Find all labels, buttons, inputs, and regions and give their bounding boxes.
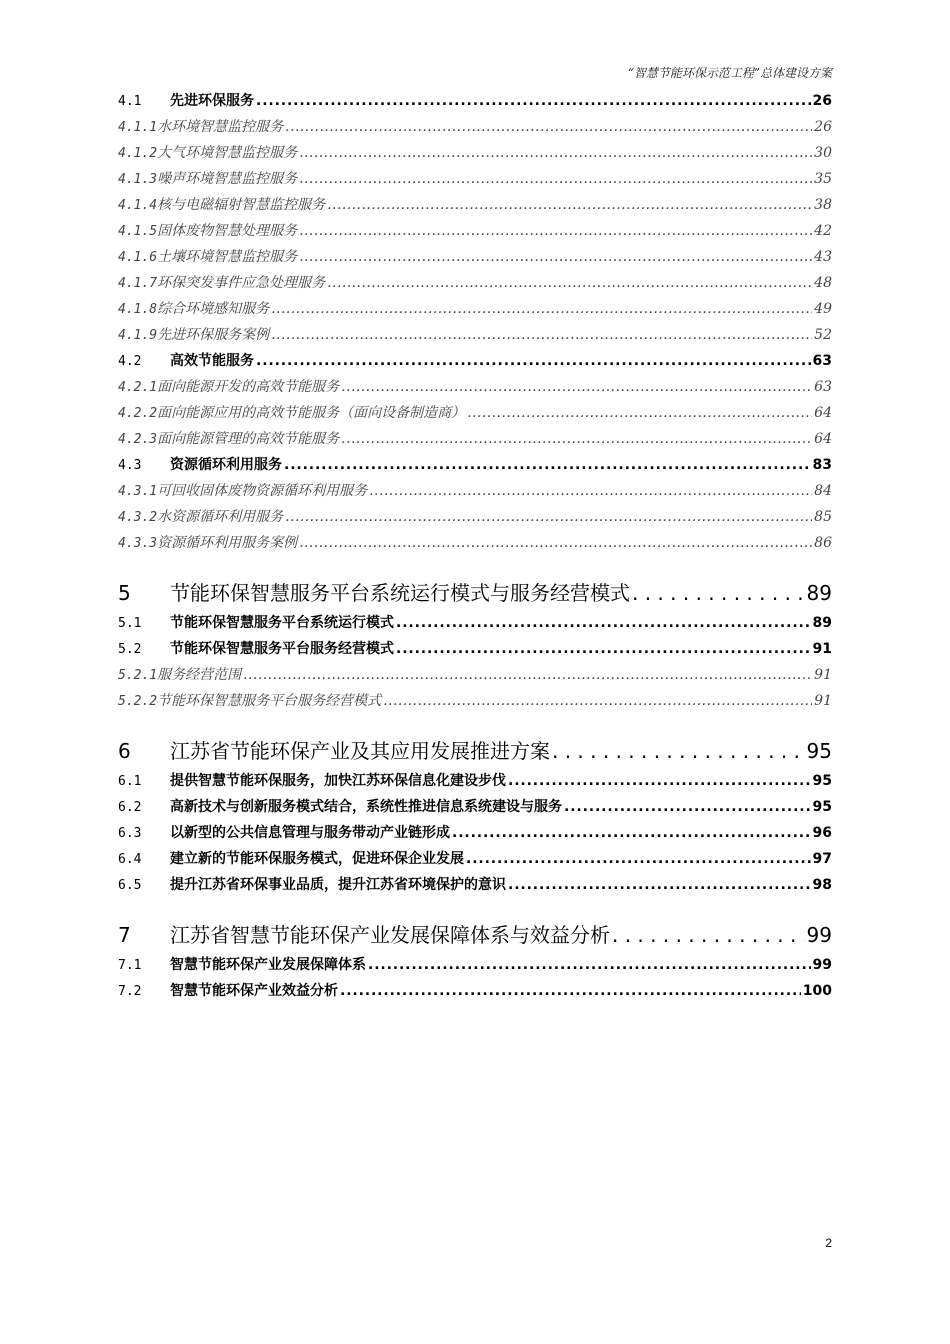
toc-entry-number: 4.1.3 bbox=[118, 172, 158, 187]
toc-entry-page: 95 bbox=[806, 739, 832, 763]
toc-entry-page: 91 bbox=[812, 641, 832, 657]
toc-dot-leader bbox=[243, 662, 812, 688]
toc-entry-title: 节能环保智慧服务平台服务经营模式 bbox=[157, 693, 382, 709]
toc-entry-title: 高效节能服务 bbox=[170, 353, 254, 369]
toc-entry-title: 固体废物智慧处理服务 bbox=[157, 223, 298, 239]
page-number: 2 bbox=[825, 1236, 832, 1250]
toc-subsection-entry[interactable] bbox=[118, 426, 832, 452]
toc-subsection-entry[interactable] bbox=[118, 270, 832, 296]
toc-subsection-entry[interactable] bbox=[118, 322, 832, 348]
toc-entry-number: 4.1.8 bbox=[118, 302, 158, 317]
toc-entry-page: 95 bbox=[812, 773, 832, 789]
toc-entry-title: 资源循环利用服务 bbox=[170, 457, 282, 473]
toc-entry-title: 节能环保智慧服务平台系统运行模式与服务经营模式 bbox=[170, 581, 630, 605]
toc-entry-title: 大气环境智慧监控服务 bbox=[157, 145, 298, 161]
toc-entry-page: 43 bbox=[814, 249, 832, 265]
toc-entry-title: 江苏省节能环保产业及其应用发展推进方案 bbox=[170, 739, 550, 763]
toc-entry-title: 节能环保智慧服务平台系统运行模式 bbox=[170, 615, 394, 631]
toc-dot-leader bbox=[467, 400, 812, 426]
toc-entry-page: 99 bbox=[812, 957, 832, 973]
toc-entry-number: 4.3.2 bbox=[118, 510, 158, 525]
toc-entry-page: 100 bbox=[802, 983, 832, 999]
toc-entry-title: 智慧节能环保产业效益分析 bbox=[170, 983, 338, 999]
toc-entry-title: 节能环保智慧服务平台服务经营模式 bbox=[170, 641, 394, 657]
toc-entry-page: 38 bbox=[814, 197, 832, 213]
toc-dot-leader bbox=[564, 794, 811, 820]
toc-entry-number: 7.1 bbox=[118, 958, 142, 973]
toc-entry-title: 水环境智慧监控服务 bbox=[157, 119, 284, 135]
toc-entry-page: 91 bbox=[814, 693, 832, 709]
toc-entry-number: 4.1 bbox=[118, 94, 142, 109]
toc-subsection-entry[interactable] bbox=[118, 478, 832, 504]
toc-entry-title: 服务经营范围 bbox=[157, 667, 242, 683]
toc-subsection-entry[interactable] bbox=[118, 688, 832, 714]
toc-section-entry[interactable] bbox=[118, 88, 832, 114]
toc-dot-leader bbox=[256, 348, 811, 374]
toc-dot-leader bbox=[327, 270, 812, 296]
toc-section-entry[interactable] bbox=[118, 872, 832, 898]
toc-subsection-entry[interactable] bbox=[118, 140, 832, 166]
toc-entry-number: 4.1.7 bbox=[118, 276, 158, 291]
toc-chapter-entry[interactable] bbox=[118, 918, 832, 952]
toc-entry-page: 64 bbox=[814, 405, 832, 421]
toc-entry-number: 4.3.1 bbox=[118, 484, 158, 499]
toc-entry-number: 6.4 bbox=[118, 852, 142, 867]
toc-entry-number: 5 bbox=[118, 581, 131, 605]
toc-entry-page: 48 bbox=[814, 275, 832, 291]
toc-entry-number: 4.1.5 bbox=[118, 224, 158, 239]
toc-dot-leader bbox=[369, 478, 812, 504]
toc-entry-title: 高新技术与创新服务模式结合，系统性推进信息系统建设与服务 bbox=[170, 799, 562, 815]
toc-entry-page: 89 bbox=[812, 615, 832, 631]
toc-entry-title: 面向能源管理的高效节能服务 bbox=[157, 431, 340, 447]
toc-dot-leader bbox=[508, 872, 811, 898]
toc-dot-leader bbox=[368, 952, 811, 978]
toc-subsection-entry[interactable] bbox=[118, 166, 832, 192]
toc-subsection-entry[interactable] bbox=[118, 114, 832, 140]
running-header: “智慧节能环保示范工程”总体建设方案 bbox=[627, 66, 832, 80]
toc-entry-page: 89 bbox=[806, 581, 832, 605]
toc-entry-title: 资源循环利用服务案例 bbox=[157, 535, 298, 551]
toc-entry-title: 核与电磁辐射智慧监控服务 bbox=[157, 197, 326, 213]
toc-entry-title: 可回收固体废物资源循环利用服务 bbox=[157, 483, 368, 499]
toc-entry-number: 5.2.1 bbox=[118, 668, 158, 683]
toc-subsection-entry[interactable] bbox=[118, 400, 832, 426]
toc-section-entry[interactable] bbox=[118, 952, 832, 978]
toc-dot-leader bbox=[552, 734, 805, 768]
toc-entry-number: 5.2.2 bbox=[118, 694, 158, 709]
toc-entry-title: 先进环保服务 bbox=[170, 93, 254, 109]
toc-entry-page: 49 bbox=[814, 301, 832, 317]
toc-entry-title: 水资源循环利用服务 bbox=[157, 509, 284, 525]
toc-section-entry[interactable] bbox=[118, 978, 832, 1004]
toc-entry-number: 6.3 bbox=[118, 826, 142, 841]
toc-dot-leader bbox=[299, 218, 812, 244]
toc-dot-leader bbox=[284, 452, 811, 478]
toc-entry-number: 6 bbox=[118, 739, 131, 763]
toc-section-entry[interactable] bbox=[118, 820, 832, 846]
toc-entry-page: 86 bbox=[814, 535, 832, 551]
toc-entry-title: 智慧节能环保产业发展保障体系 bbox=[170, 957, 366, 973]
toc-dot-leader bbox=[396, 636, 811, 662]
toc-entry-number: 7.2 bbox=[118, 984, 142, 999]
toc-section-entry[interactable] bbox=[118, 636, 832, 662]
toc-entry-title: 提升江苏省环保事业品质，提升江苏省环境保护的意识 bbox=[170, 877, 506, 893]
toc-dot-leader bbox=[632, 576, 805, 610]
toc-section-entry[interactable] bbox=[118, 610, 832, 636]
toc-entry-number: 4.1.1 bbox=[118, 120, 158, 135]
toc-subsection-entry[interactable] bbox=[118, 662, 832, 688]
toc-entry-number: 4.3 bbox=[118, 458, 142, 473]
toc-entry-number: 7 bbox=[118, 923, 131, 947]
toc-entry-page: 35 bbox=[814, 171, 832, 187]
toc-entry-number: 4.2.2 bbox=[118, 406, 158, 421]
toc-entry-number: 5.1 bbox=[118, 616, 142, 631]
toc-entry-number: 4.1.6 bbox=[118, 250, 158, 265]
toc-entry-page: 85 bbox=[814, 509, 832, 525]
toc-entry-page: 96 bbox=[812, 825, 832, 841]
toc-chapter-entry[interactable] bbox=[118, 576, 832, 610]
toc-dot-leader bbox=[341, 426, 812, 452]
toc-entry-title: 先进环保服务案例 bbox=[157, 327, 270, 343]
toc-entry-title: 面向能源应用的高效节能服务（面向设备制造商） bbox=[157, 405, 466, 421]
toc-entry-page: 26 bbox=[814, 119, 832, 135]
toc-section-entry[interactable] bbox=[118, 348, 832, 374]
toc-dot-leader bbox=[341, 374, 812, 400]
toc-entry-number: 4.2.1 bbox=[118, 380, 158, 395]
toc-entry-number: 4.2 bbox=[118, 354, 142, 369]
toc-entry-page: 99 bbox=[806, 923, 832, 947]
toc-entry-number: 4.3.3 bbox=[118, 536, 158, 551]
toc-dot-leader bbox=[508, 768, 811, 794]
toc-dot-leader bbox=[612, 918, 805, 952]
toc-entry-title: 面向能源开发的高效节能服务 bbox=[157, 379, 340, 395]
toc-subsection-entry[interactable] bbox=[118, 530, 832, 556]
toc-entry-page: 30 bbox=[814, 145, 832, 161]
table-of-contents bbox=[118, 88, 832, 1004]
toc-dot-leader bbox=[299, 140, 812, 166]
toc-dot-leader bbox=[299, 530, 812, 556]
toc-subsection-entry[interactable] bbox=[118, 504, 832, 530]
toc-entry-number: 6.2 bbox=[118, 800, 142, 815]
toc-entry-page: 63 bbox=[814, 379, 832, 395]
toc-entry-page: 98 bbox=[812, 877, 832, 893]
toc-dot-leader bbox=[327, 192, 812, 218]
toc-dot-leader bbox=[271, 322, 812, 348]
toc-subsection-entry[interactable] bbox=[118, 218, 832, 244]
toc-entry-page: 95 bbox=[812, 799, 832, 815]
toc-dot-leader bbox=[299, 166, 812, 192]
toc-entry-number: 4.1.9 bbox=[118, 328, 158, 343]
toc-section-entry[interactable] bbox=[118, 846, 832, 872]
toc-dot-leader bbox=[466, 846, 811, 872]
toc-section-entry[interactable] bbox=[118, 452, 832, 478]
toc-entry-title: 提供智慧节能环保服务，加快江苏环保信息化建设步伐 bbox=[170, 773, 506, 789]
toc-entry-title: 噪声环境智慧监控服务 bbox=[157, 171, 298, 187]
toc-entry-number: 6.5 bbox=[118, 878, 142, 893]
toc-dot-leader bbox=[396, 610, 811, 636]
toc-dot-leader bbox=[340, 978, 801, 1004]
toc-subsection-entry[interactable] bbox=[118, 244, 832, 270]
toc-subsection-entry[interactable] bbox=[118, 296, 832, 322]
toc-chapter-entry[interactable] bbox=[118, 734, 832, 768]
toc-entry-page: 64 bbox=[814, 431, 832, 447]
toc-entry-title: 土壤环境智慧监控服务 bbox=[157, 249, 298, 265]
toc-entry-title: 江苏省智慧节能环保产业发展保障体系与效益分析 bbox=[170, 923, 610, 947]
toc-subsection-entry[interactable] bbox=[118, 374, 832, 400]
toc-entry-page: 26 bbox=[812, 93, 832, 109]
toc-entry-title: 建立新的节能环保服务模式，促进环保企业发展 bbox=[170, 851, 464, 867]
toc-entry-page: 63 bbox=[812, 353, 832, 369]
toc-section-entry[interactable] bbox=[118, 768, 832, 794]
toc-section-entry[interactable] bbox=[118, 794, 832, 820]
toc-entry-number: 4.1.4 bbox=[118, 198, 158, 213]
toc-entry-number: 6.1 bbox=[118, 774, 142, 789]
toc-entry-page: 97 bbox=[812, 851, 832, 867]
toc-entry-number: 5.2 bbox=[118, 642, 142, 657]
toc-dot-leader bbox=[256, 88, 811, 114]
toc-entry-page: 42 bbox=[814, 223, 832, 239]
toc-entry-title: 以新型的公共信息管理与服务带动产业链形成 bbox=[170, 825, 450, 841]
toc-subsection-entry[interactable] bbox=[118, 192, 832, 218]
toc-dot-leader bbox=[299, 244, 812, 270]
toc-entry-page: 52 bbox=[814, 327, 832, 343]
toc-dot-leader bbox=[452, 820, 811, 846]
toc-entry-title: 综合环境感知服务 bbox=[157, 301, 270, 317]
toc-dot-leader bbox=[271, 296, 812, 322]
toc-dot-leader bbox=[383, 688, 812, 714]
toc-entry-title: 环保突发事件应急处理服务 bbox=[157, 275, 326, 291]
toc-entry-number: 4.2.3 bbox=[118, 432, 158, 447]
toc-entry-page: 91 bbox=[814, 667, 832, 683]
toc-entry-number: 4.1.2 bbox=[118, 146, 158, 161]
toc-dot-leader bbox=[285, 504, 812, 530]
toc-entry-page: 84 bbox=[814, 483, 832, 499]
toc-dot-leader bbox=[285, 114, 812, 140]
toc-entry-page: 83 bbox=[812, 457, 832, 473]
